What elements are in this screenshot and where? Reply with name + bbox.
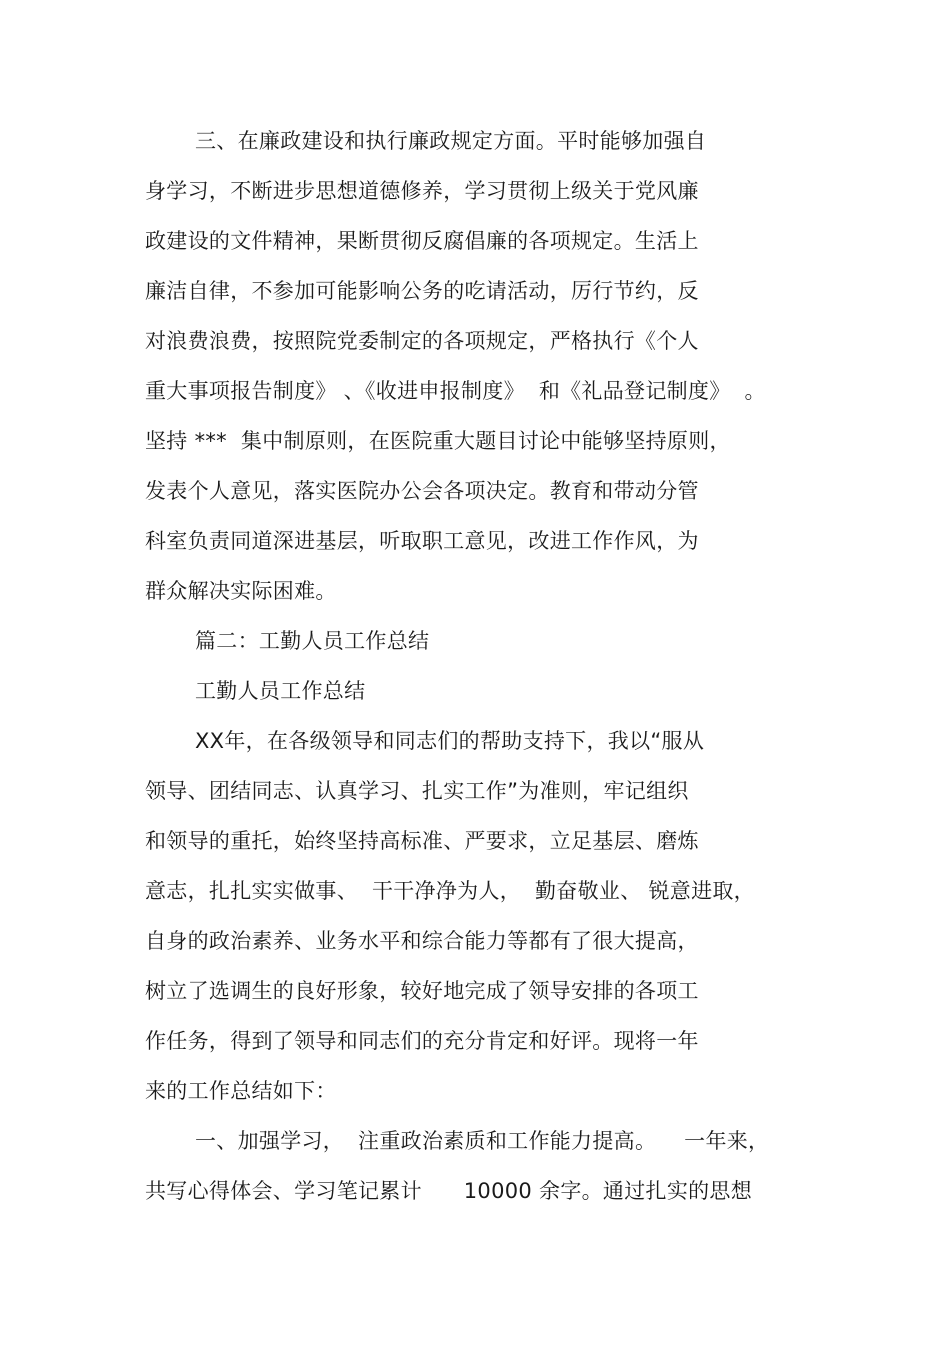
paragraph-line: 群众解决实际困难。: [145, 579, 337, 603]
paragraph-line: 自身的政治素养、业务水平和综合能力等都有了很大提高，: [145, 929, 699, 953]
paragraph-line: 发表个人意见，落实医院办公会各项决定。教育和带动分管: [145, 479, 699, 503]
paragraph-line: 科室负责同道深进基层，听取职工意见，改进工作作风，为: [145, 529, 699, 553]
paragraph-line: 身学习，不断进步思想道德修养，学习贯彻上级关于党风廉: [145, 179, 699, 203]
section-title: 工勤人员工作总结: [195, 679, 366, 703]
paragraph-line: 树立了选调生的良好形象，较好地完成了领导安排的各项工: [145, 979, 699, 1003]
paragraph-line: 坚持 *** 集中制原则，在医院重大题目讨论中能够坚持原则，: [145, 429, 731, 453]
paragraph-line: 对浪费浪费，按照院党委制定的各项规定，严格执行《个人: [145, 329, 699, 353]
paragraph-line: 和领导的重托，始终坚持高标准、严要求，立足基层、磨炼: [145, 829, 699, 853]
paragraph-line: 作任务，得到了领导和同志们的充分肯定和好评。现将一年: [145, 1029, 699, 1053]
paragraph-line: 廉洁自律，不参加可能影响公务的吃请活动，厉行节约，反: [145, 279, 699, 303]
paragraph-line: 共写心得体会、学习笔记累计 10000 余字。通过扎实的思想: [145, 1179, 753, 1203]
paragraph-line: 政建设的文件精神，果断贯彻反腐倡廉的各项规定。生活上: [145, 229, 699, 253]
paragraph-line: XX年，在各级领导和同志们的帮助支持下，我以“服从: [195, 729, 705, 753]
section-heading: 篇二：工勤人员工作总结: [195, 629, 430, 653]
paragraph-line: 领导、团结同志、认真学习、扎实工作”为准则，牢记组织: [145, 779, 689, 803]
paragraph-line: 三、在廉政建设和执行廉政规定方面。平时能够加强自: [195, 129, 707, 153]
paragraph-line: 重大事项报告制度》 、《收进申报制度》 和《礼品登记制度》 。: [145, 379, 766, 403]
paragraph-line: 来的工作总结如下：: [145, 1079, 337, 1103]
paragraph-line: 意志，扎扎实实做事、 干干净净为人， 勤奋敬业、 锐意进取，: [145, 879, 755, 903]
paragraph-line: 一、加强学习， 注重政治素质和工作能力提高。 一年来，: [195, 1129, 770, 1153]
